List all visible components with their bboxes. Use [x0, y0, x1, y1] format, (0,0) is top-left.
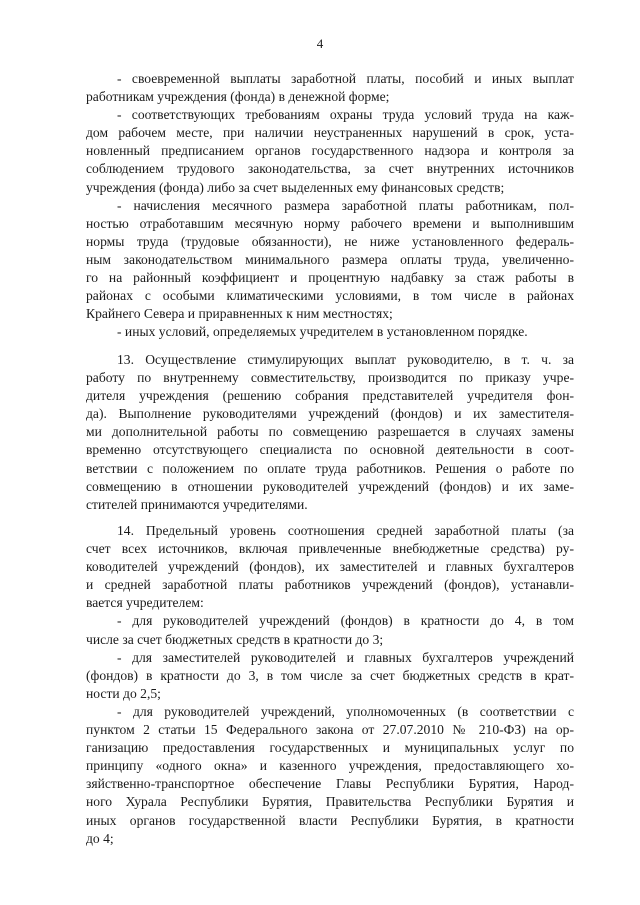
text-line: 14. Предельный уровень соотношения средней заработной платы (за	[117, 523, 574, 538]
text-line: работникам учреждения (фонда) в денежной форме;	[86, 89, 390, 105]
text-line: районах с особыми климатическими условиями, в том числе в районах	[86, 288, 574, 304]
text-line: ганизацию предоставления государственных и муниципальных услуг по	[86, 740, 574, 756]
text-line: - для заместителей руководителей и главных бухгалтеров учреждений	[117, 649, 574, 665]
paragraph-13	[86, 351, 574, 514]
text-line: дителя учреждения (решению собрания представителей учредителя фон-	[86, 388, 574, 404]
text-line: стителей принимаются учредителями.	[86, 496, 308, 512]
text-line: вается учредителем:	[86, 595, 204, 611]
section-top	[86, 70, 574, 341]
text-line: го на районный коэффициент и процентную надбавку за стаж работы в	[86, 270, 574, 286]
text-line: совмещению в отношении руководителей учреждений (фондов) и их замe-	[86, 478, 574, 494]
text-line: ководителей учреждений (фондов), их заместителей и главных бухгалтеров	[86, 559, 574, 575]
text-line: ности до 2,5;	[86, 685, 161, 701]
text-line: новленный предписанием органов государственного надзора и контроля за	[86, 143, 574, 159]
text-line: зяйственно-транспортное обеспечение Главы Республики Бурятия, Народ-	[86, 776, 574, 792]
text-line: да). Выполнение руководителями учреждений (фондов) и их заместителя-	[86, 406, 574, 422]
text-line: ного Хурала Республики Бурятия, Правительства Республики Бурятия и	[86, 794, 574, 810]
text-line: принципу «одного окна» и казенного учреждения, предоставляющего хо-	[86, 758, 574, 774]
text-line: пунктом 2 статьи 15 Федерального закона от 27.07.2010 № 210-ФЗ) на ор-	[86, 722, 574, 738]
text-line: Крайнего Севера и приравненных к ним местностях;	[86, 306, 393, 322]
text-line: - соответствующих требованиям охраны труда условий труда на каж-	[117, 107, 574, 123]
text-line: - для руководителей учреждений, уполномоченных (в соответствии с	[117, 703, 574, 719]
text-line: нормы труда (трудовые обязанности), не ниже установленного федераль-	[86, 233, 574, 249]
text-line: ми дополнительной работы по совмещению разрешается в случаях замены	[86, 424, 574, 440]
text-line: учреждения (фонда) либо за счет выделенных ему финансовых средств;	[86, 179, 505, 195]
text-line: работу по внутреннему совместительству, производится по приказу учре-	[86, 370, 574, 386]
text-line: ветствии с положением по оплате труда работников. Решения о работе по	[86, 460, 574, 476]
text-line: ностью отработавшим месячную норму рабочего времени и выполнившим	[86, 215, 574, 231]
page-number: 4	[316, 36, 324, 51]
text-line: временно отсутствующего специалиста по основной деятельности в соот-	[86, 442, 574, 458]
text-line: счет всех источников, включая привлеченные внебюджетные средства) ру-	[86, 541, 574, 557]
text-line: - своевременной выплаты заработной платы, пособий и иных выплат	[117, 71, 574, 86]
text-line: - иных условий, определяемых учредителем в установленном порядке.	[117, 324, 528, 340]
text-line: 13. Осуществление стимулирующих выплат руководителю, в т. ч. за	[117, 352, 574, 367]
text-line: и средней заработной платы работников учреждений (фондов), устанавли-	[86, 577, 574, 593]
text-line: ным законодательством минимального размера оплаты труда, увеличенно-	[86, 251, 574, 267]
text-line: (фондов) в кратности до 3, в том числе за счет бюджетных средств в крат-	[86, 667, 574, 683]
text-line: иных органов государственной власти Республики Бурятия, в кратности	[86, 812, 574, 828]
text-line: - для руководителей учреждений (фондов) в кратности до 4, в том	[117, 613, 574, 629]
text-line: дом рабочем месте, при наличии неустраненных нарушений в срок, уста-	[86, 125, 574, 141]
text-line: - начисления месячного размера заработной платы работникам, пол-	[117, 197, 574, 213]
text-line: соблюдением трудового законодательства, за счет внутренних источников	[86, 161, 574, 177]
paragraph-14	[86, 522, 574, 848]
text-line: числе за счет бюджетных средств в кратности до 3;	[86, 631, 384, 647]
text-line: до 4;	[86, 830, 114, 846]
